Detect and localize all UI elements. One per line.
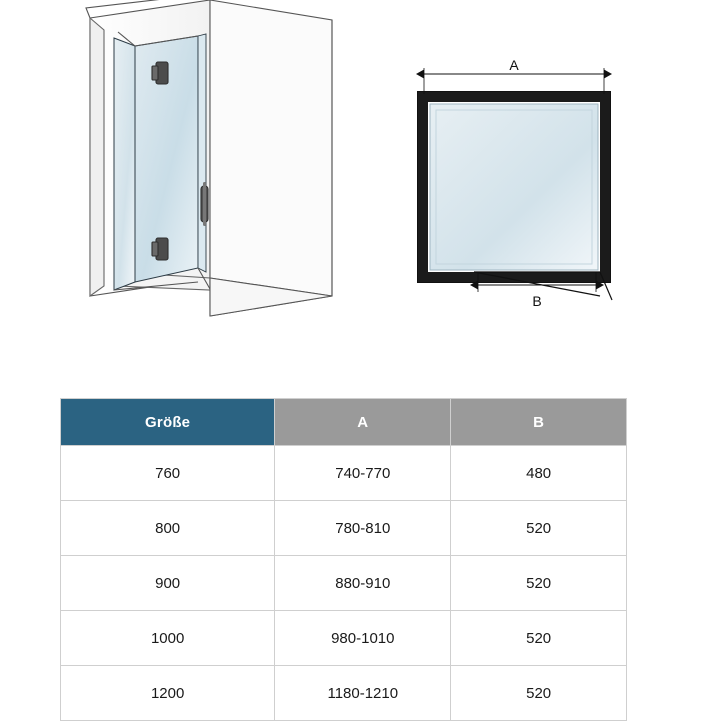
cell-a: 740-770 (275, 446, 451, 501)
cell-size: 760 (61, 446, 275, 501)
perspective-view (86, 0, 332, 316)
top-view (418, 57, 612, 309)
cell-b: 520 (451, 611, 627, 666)
table-row (61, 611, 627, 666)
dimension-a (424, 57, 604, 94)
column-header-b: B (451, 399, 627, 446)
cell-b: 520 (451, 556, 627, 611)
cell-a: 1180-1210 (275, 666, 451, 721)
cell-b: 520 (451, 501, 627, 556)
dimension-a-label: A (509, 57, 519, 73)
column-header-a: A (275, 399, 451, 446)
door-handle-icon (201, 182, 208, 226)
table-row (61, 446, 627, 501)
table-row (61, 556, 627, 611)
column-header-size: Größe (61, 399, 275, 446)
table-row (61, 666, 627, 721)
table-header-row (61, 399, 627, 446)
cell-b: 480 (451, 446, 627, 501)
cell-size: 1000 (61, 611, 275, 666)
dimension-b-label: B (532, 293, 542, 309)
cell-a: 780-810 (275, 501, 451, 556)
cell-size: 800 (61, 501, 275, 556)
cell-size: 1200 (61, 666, 275, 721)
cell-a: 880-910 (275, 556, 451, 611)
table-row (61, 501, 627, 556)
cell-b: 520 (451, 666, 627, 721)
size-spec-table (60, 398, 627, 721)
cell-a: 980-1010 (275, 611, 451, 666)
cell-size: 900 (61, 556, 275, 611)
